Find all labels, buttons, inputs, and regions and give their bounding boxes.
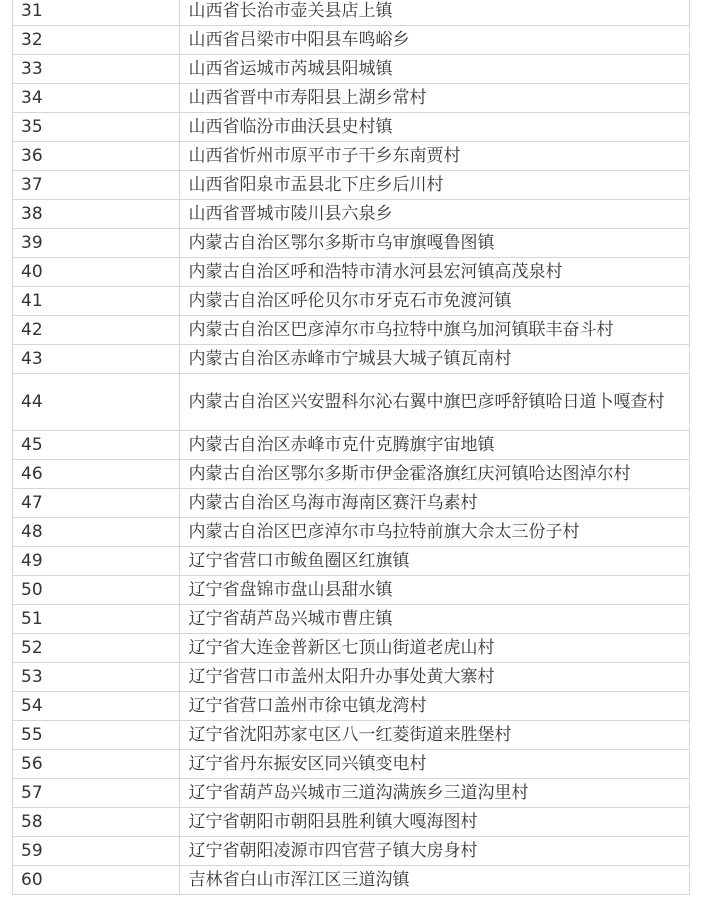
table-row xyxy=(13,721,690,750)
row-number: 40 xyxy=(13,258,180,287)
table-row xyxy=(13,113,690,142)
table-row xyxy=(13,547,690,576)
row-number: 38 xyxy=(13,200,180,229)
row-number: 60 xyxy=(13,866,180,895)
table-body xyxy=(13,0,690,895)
place-name: 山西省阳泉市盂县北下庄乡后川村 xyxy=(180,171,690,200)
table-row xyxy=(13,84,690,113)
table-row xyxy=(13,316,690,345)
place-name: 辽宁省朝阳凌源市四官营子镇大房身村 xyxy=(180,837,690,866)
row-number: 32 xyxy=(13,26,180,55)
row-number: 45 xyxy=(13,431,180,460)
place-name: 辽宁省葫芦岛兴城市曹庄镇 xyxy=(180,605,690,634)
place-name: 内蒙古自治区巴彦淖尔市乌拉特中旗乌加河镇联丰奋斗村 xyxy=(180,316,690,345)
place-name: 辽宁省盘锦市盘山县甜水镇 xyxy=(180,576,690,605)
table-row xyxy=(13,634,690,663)
row-number: 33 xyxy=(13,55,180,84)
place-name: 辽宁省营口市鲅鱼圈区红旗镇 xyxy=(180,547,690,576)
table-row xyxy=(13,374,690,431)
row-number: 37 xyxy=(13,171,180,200)
place-name: 山西省晋中市寿阳县上湖乡常村 xyxy=(180,84,690,113)
place-name: 山西省晋城市陵川县六泉乡 xyxy=(180,200,690,229)
row-number: 54 xyxy=(13,692,180,721)
table-row xyxy=(13,808,690,837)
table-row xyxy=(13,229,690,258)
place-name: 内蒙古自治区呼和浩特市清水河县宏河镇高茂泉村 xyxy=(180,258,690,287)
row-number: 43 xyxy=(13,345,180,374)
place-name: 内蒙古自治区鄂尔多斯市伊金霍洛旗红庆河镇哈达图淖尔村 xyxy=(180,460,690,489)
place-name: 吉林省白山市浑江区三道沟镇 xyxy=(180,866,690,895)
row-number: 55 xyxy=(13,721,180,750)
row-number: 58 xyxy=(13,808,180,837)
table-row xyxy=(13,200,690,229)
table-row xyxy=(13,460,690,489)
table-row xyxy=(13,779,690,808)
table-row xyxy=(13,866,690,895)
place-name: 内蒙古自治区乌海市海南区赛汗乌素村 xyxy=(180,489,690,518)
table-row xyxy=(13,345,690,374)
place-name: 辽宁省丹东振安区同兴镇变电村 xyxy=(180,750,690,779)
row-number: 52 xyxy=(13,634,180,663)
place-name: 山西省运城市芮城县阳城镇 xyxy=(180,55,690,84)
table-row xyxy=(13,171,690,200)
place-name: 山西省忻州市原平市子干乡东南贾村 xyxy=(180,142,690,171)
table-row xyxy=(13,142,690,171)
row-number: 51 xyxy=(13,605,180,634)
table-row xyxy=(13,518,690,547)
row-number: 46 xyxy=(13,460,180,489)
place-name: 内蒙古自治区兴安盟科尔沁右翼中旗巴彦呼舒镇哈日道卜嘎查村 xyxy=(180,374,690,431)
table-row xyxy=(13,258,690,287)
table-row xyxy=(13,692,690,721)
table-row xyxy=(13,431,690,460)
place-name: 辽宁省沈阳苏家屯区八一红菱街道来胜堡村 xyxy=(180,721,690,750)
row-number: 44 xyxy=(13,374,180,431)
place-name: 辽宁省营口盖州市徐屯镇龙湾村 xyxy=(180,692,690,721)
row-number: 42 xyxy=(13,316,180,345)
place-name: 辽宁省葫芦岛兴城市三道沟满族乡三道沟里村 xyxy=(180,779,690,808)
table-row xyxy=(13,0,690,26)
table-row xyxy=(13,663,690,692)
row-number: 47 xyxy=(13,489,180,518)
table-row xyxy=(13,26,690,55)
place-name: 山西省吕梁市中阳县车鸣峪乡 xyxy=(180,26,690,55)
place-name: 辽宁省朝阳市朝阳县胜利镇大嘎海图村 xyxy=(180,808,690,837)
row-number: 59 xyxy=(13,837,180,866)
place-name: 内蒙古自治区鄂尔多斯市乌审旗嘎鲁图镇 xyxy=(180,229,690,258)
row-number: 50 xyxy=(13,576,180,605)
table-row xyxy=(13,837,690,866)
table-row xyxy=(13,287,690,316)
row-number: 36 xyxy=(13,142,180,171)
place-name: 内蒙古自治区巴彦淖尔市乌拉特前旗大佘太三份子村 xyxy=(180,518,690,547)
table-row xyxy=(13,489,690,518)
table-row xyxy=(13,576,690,605)
village-list-table xyxy=(12,0,690,895)
row-number: 53 xyxy=(13,663,180,692)
row-number: 31 xyxy=(13,0,180,26)
place-name: 内蒙古自治区赤峰市宁城县大城子镇瓦南村 xyxy=(180,345,690,374)
table-row xyxy=(13,605,690,634)
row-number: 49 xyxy=(13,547,180,576)
row-number: 35 xyxy=(13,113,180,142)
row-number: 48 xyxy=(13,518,180,547)
row-number: 39 xyxy=(13,229,180,258)
row-number: 57 xyxy=(13,779,180,808)
row-number: 34 xyxy=(13,84,180,113)
table-row xyxy=(13,750,690,779)
place-name: 内蒙古自治区呼伦贝尔市牙克石市免渡河镇 xyxy=(180,287,690,316)
row-number: 56 xyxy=(13,750,180,779)
place-name: 内蒙古自治区赤峰市克什克腾旗宇宙地镇 xyxy=(180,431,690,460)
place-name: 山西省临汾市曲沃县史村镇 xyxy=(180,113,690,142)
table-row xyxy=(13,55,690,84)
place-name: 辽宁省营口市盖州太阳升办事处黄大寨村 xyxy=(180,663,690,692)
place-name: 辽宁省大连金普新区七顶山街道老虎山村 xyxy=(180,634,690,663)
place-name: 山西省长治市壶关县店上镇 xyxy=(180,0,690,26)
row-number: 41 xyxy=(13,287,180,316)
